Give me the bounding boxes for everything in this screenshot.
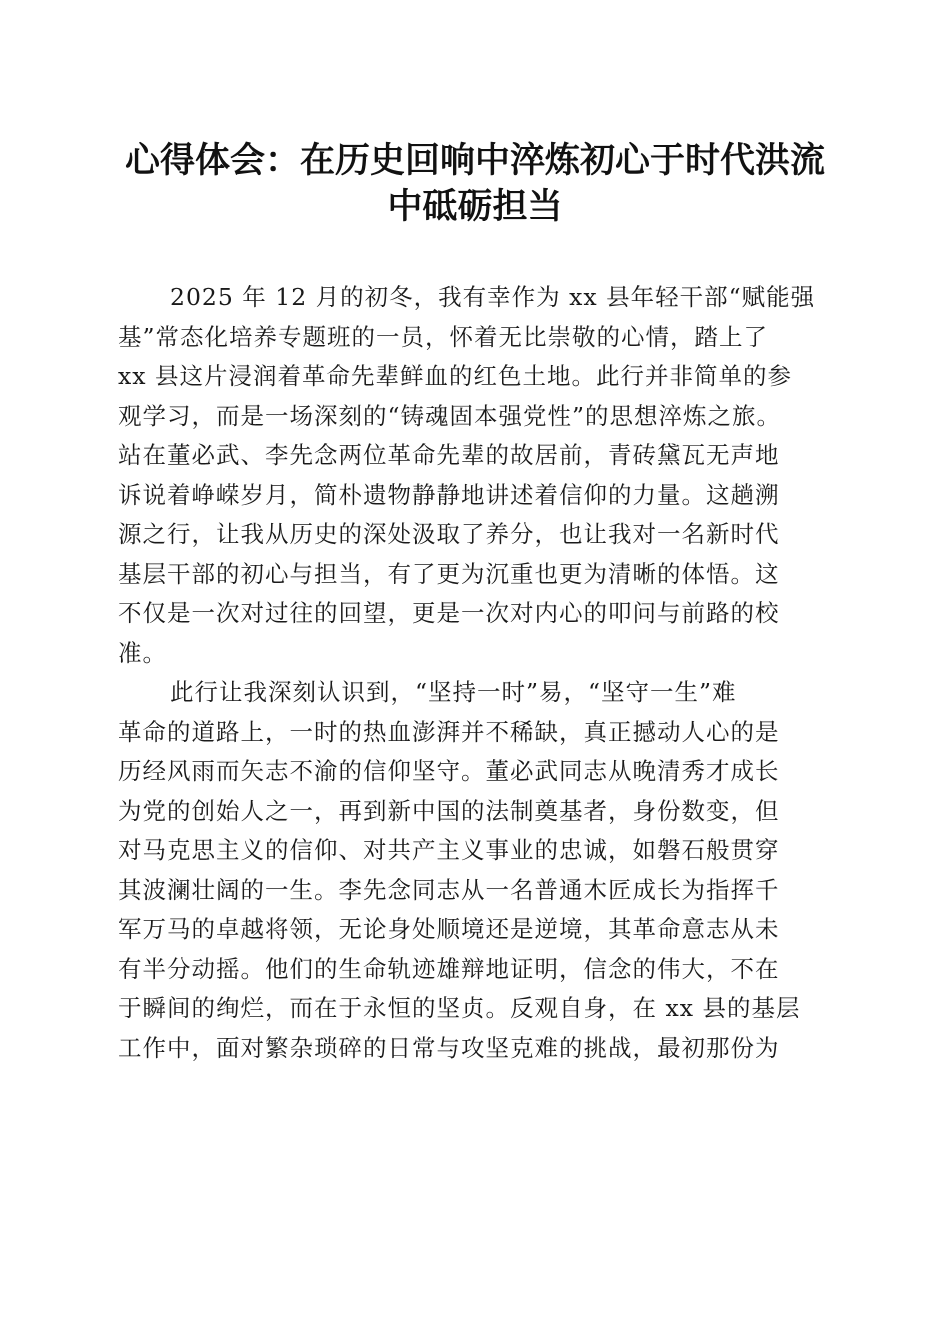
text-line: 基”常态化培养专题班的一员，怀着无比崇敬的心情，踏上了 bbox=[118, 322, 769, 351]
text-line: 于瞬间的绚烂，而在于永恒的坚贞。反观自身，在 xx 县的基层 bbox=[118, 994, 801, 1022]
text-line: 源之行，让我从历史的深处汲取了养分，也让我对一名新时代 bbox=[118, 520, 780, 548]
text-line: 历经风雨而矢志不渝的信仰坚守。董必武同志从晚清秀才成长 bbox=[118, 757, 780, 785]
text-line: 诉说着峥嵘岁月，简朴遗物静静地讲述着信仰的力量。这趟溯 bbox=[118, 480, 780, 509]
title-line-1: 心得体会：在历史回响中淬炼初心于时代洪流 bbox=[124, 140, 825, 181]
title-line-2: 中砥砺担当 bbox=[387, 186, 563, 227]
paragraph-1 bbox=[118, 278, 834, 673]
text-line: 基层干部的初心与担当，有了更为沉重也更为清晰的体悟。这 bbox=[118, 559, 780, 588]
text-line: 有半分动摇。他们的生命轨迹雄辩地证明，信念的伟大，不在 bbox=[118, 954, 780, 983]
text-line: 军万马的卓越将领，无论身处顺境还是逆境，其革命意志从未 bbox=[118, 915, 780, 943]
text-line: 此行让我深刻认识到，“坚持一时”易，“坚守一生”难 bbox=[170, 678, 737, 706]
text-line: 2025 年 12 月的初冬，我有幸作为 xx 县年轻干部“赋能强 bbox=[170, 283, 816, 311]
text-line: 对马克思主义的信仰、对共产主义事业的忠诚，如磐石般贯穿 bbox=[118, 836, 780, 864]
text-line: 为党的创始人之一，再到新中国的法制奠基者，身份数变，但 bbox=[118, 796, 780, 825]
text-line: 工作中，面对繁杂琐碎的日常与攻坚克难的挑战，最初那份为 bbox=[118, 1033, 780, 1062]
text-line: 不仅是一次对过往的回望，更是一次对内心的叩问与前路的校 bbox=[118, 599, 780, 627]
document-body bbox=[118, 278, 834, 1068]
text-line: 革命的道路上，一时的热血澎湃并不稀缺，真正撼动人心的是 bbox=[118, 717, 780, 746]
document-title bbox=[110, 138, 840, 230]
text-line: 准。 bbox=[118, 638, 167, 667]
paragraph-2 bbox=[118, 673, 834, 1068]
text-line: xx 县这片浸润着革命先辈鲜血的红色土地。此行并非简单的参 bbox=[118, 362, 792, 390]
text-line: 其波澜壮阔的一生。李先念同志从一名普通木匠成长为指挥千 bbox=[118, 875, 780, 904]
text-line: 观学习，而是一场深刻的“铸魂固本强党性”的思想淬炼之旅。 bbox=[118, 401, 782, 430]
text-line: 站在董必武、李先念两位革命先辈的故居前，青砖黛瓦无声地 bbox=[118, 441, 780, 469]
